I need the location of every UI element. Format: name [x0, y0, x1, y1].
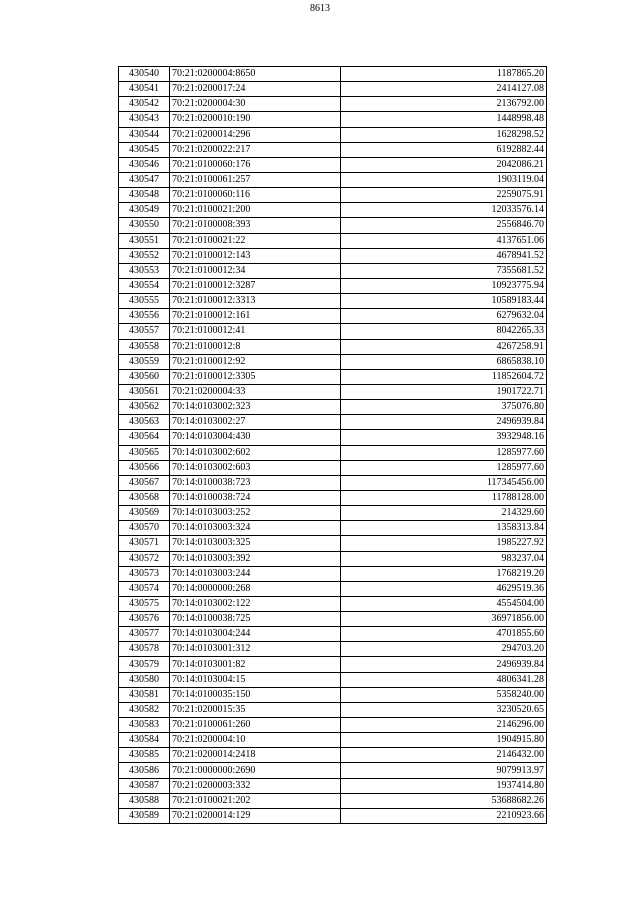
row-id-cell: 430545 [119, 142, 170, 157]
table-row [119, 248, 547, 263]
cadastral-number-cell: 70:21:0100061:260 [170, 718, 341, 733]
cadastral-number-cell: 70:21:0100061:257 [170, 172, 341, 187]
row-id-cell: 430574 [119, 581, 170, 596]
row-id-cell: 430544 [119, 127, 170, 142]
row-id-cell: 430556 [119, 309, 170, 324]
table-row [119, 808, 547, 823]
table-row [119, 566, 547, 581]
cadastral-number-cell: 70:21:0200014:296 [170, 127, 341, 142]
row-id-cell: 430546 [119, 157, 170, 172]
row-id-cell: 430560 [119, 369, 170, 384]
table-row [119, 67, 547, 82]
row-id-cell: 430547 [119, 172, 170, 187]
cadastral-value-cell: 5358240.00 [341, 687, 547, 702]
table-row [119, 354, 547, 369]
cadastral-number-cell: 70:14:0100035:150 [170, 687, 341, 702]
cadastral-value-cell: 2210923.66 [341, 808, 547, 823]
table-row [119, 339, 547, 354]
cadastral-number-cell: 70:21:0100012:161 [170, 309, 341, 324]
cadastral-value-cell: 983237.04 [341, 551, 547, 566]
table-row [119, 506, 547, 521]
row-id-cell: 430571 [119, 536, 170, 551]
cadastral-value-cell: 12033576.14 [341, 203, 547, 218]
table-row [119, 793, 547, 808]
table-row [119, 596, 547, 611]
cadastral-value-cell: 3230520.65 [341, 702, 547, 717]
cadastral-value-cell: 2042086.21 [341, 157, 547, 172]
cadastral-number-cell: 70:14:0103001:82 [170, 657, 341, 672]
row-id-cell: 430580 [119, 672, 170, 687]
row-id-cell: 430558 [119, 339, 170, 354]
row-id-cell: 430566 [119, 460, 170, 475]
cadastral-number-cell: 70:14:0000000:268 [170, 581, 341, 596]
cadastral-value-cell: 1904915.80 [341, 733, 547, 748]
cadastral-number-cell: 70:14:0103003:392 [170, 551, 341, 566]
table-row [119, 157, 547, 172]
cadastral-value-cell: 11788128.00 [341, 490, 547, 505]
table-row [119, 142, 547, 157]
row-id-cell: 430559 [119, 354, 170, 369]
cadastral-value-cell: 4806341.28 [341, 672, 547, 687]
cadastral-number-cell: 70:14:0103004:244 [170, 627, 341, 642]
cadastral-number-cell: 70:21:0000000:2690 [170, 763, 341, 778]
row-id-cell: 430577 [119, 627, 170, 642]
table-row [119, 218, 547, 233]
cadastral-value-cell: 6865838.10 [341, 354, 547, 369]
cadastral-value-cell: 1187865.20 [341, 67, 547, 82]
cadastral-number-cell: 70:21:0100060:176 [170, 157, 341, 172]
cadastral-value-cell: 4554504.00 [341, 596, 547, 611]
table-row [119, 112, 547, 127]
table-row [119, 460, 547, 475]
row-id-cell: 430573 [119, 566, 170, 581]
cadastral-value-cell: 4137651.06 [341, 233, 547, 248]
row-id-cell: 430576 [119, 612, 170, 627]
table-row [119, 687, 547, 702]
row-id-cell: 430567 [119, 475, 170, 490]
cadastral-number-cell: 70:14:0103003:244 [170, 566, 341, 581]
page-number: 8613 [310, 3, 330, 14]
cadastral-value-cell: 36971856.00 [341, 612, 547, 627]
table-row [119, 430, 547, 445]
row-id-cell: 430551 [119, 233, 170, 248]
table-row [119, 369, 547, 384]
table-row [119, 642, 547, 657]
cadastral-number-cell: 70:21:0200003:332 [170, 778, 341, 793]
cadastral-number-cell: 70:21:0100021:200 [170, 203, 341, 218]
row-id-cell: 430581 [119, 687, 170, 702]
table-row [119, 294, 547, 309]
row-id-cell: 430541 [119, 82, 170, 97]
row-id-cell: 430583 [119, 718, 170, 733]
cadastral-number-cell: 70:14:0100038:723 [170, 475, 341, 490]
table-row [119, 324, 547, 339]
cadastral-number-cell: 70:21:0100021:202 [170, 793, 341, 808]
table-row [119, 233, 547, 248]
cadastral-number-cell: 70:14:0103002:602 [170, 445, 341, 460]
cadastral-value-cell: 1628298.52 [341, 127, 547, 142]
cadastral-number-cell: 70:21:0100012:3305 [170, 369, 341, 384]
row-id-cell: 430570 [119, 521, 170, 536]
row-id-cell: 430565 [119, 445, 170, 460]
cadastral-number-cell: 70:21:0200004:30 [170, 97, 341, 112]
cadastral-value-cell: 1285977.60 [341, 445, 547, 460]
table-row [119, 278, 547, 293]
cadastral-number-cell: 70:14:0103002:603 [170, 460, 341, 475]
table-row [119, 551, 547, 566]
table-row [119, 733, 547, 748]
cadastral-number-cell: 70:21:0100012:3287 [170, 278, 341, 293]
cadastral-value-cell: 2496939.84 [341, 657, 547, 672]
table-row [119, 384, 547, 399]
cadastral-value-cell: 1768219.20 [341, 566, 547, 581]
cadastral-number-cell: 70:21:0100012:41 [170, 324, 341, 339]
table-row [119, 627, 547, 642]
cadastral-number-cell: 70:21:0100012:92 [170, 354, 341, 369]
cadastral-number-cell: 70:14:0103002:122 [170, 596, 341, 611]
cadastral-value-cell: 10923775.94 [341, 278, 547, 293]
table-row [119, 188, 547, 203]
table-row [119, 657, 547, 672]
row-id-cell: 430563 [119, 415, 170, 430]
cadastral-number-cell: 70:21:0100021:22 [170, 233, 341, 248]
table-row [119, 400, 547, 415]
cadastral-value-cell: 11852604.72 [341, 369, 547, 384]
cadastral-value-cell: 8042265.33 [341, 324, 547, 339]
row-id-cell: 430569 [119, 506, 170, 521]
cadastral-number-cell: 70:21:0100012:3313 [170, 294, 341, 309]
cadastral-number-cell: 70:21:0200015:35 [170, 702, 341, 717]
table-row [119, 82, 547, 97]
row-id-cell: 430579 [119, 657, 170, 672]
table-row [119, 97, 547, 112]
cadastral-number-cell: 70:21:0100008:393 [170, 218, 341, 233]
cadastral-value-cell: 2496939.84 [341, 415, 547, 430]
cadastral-value-cell: 1985227.92 [341, 536, 547, 551]
cadastral-value-cell: 10589183.44 [341, 294, 547, 309]
row-id-cell: 430552 [119, 248, 170, 263]
row-id-cell: 430572 [119, 551, 170, 566]
row-id-cell: 430557 [119, 324, 170, 339]
cadastral-number-cell: 70:14:0103001:312 [170, 642, 341, 657]
cadastral-number-cell: 70:21:0200014:2418 [170, 748, 341, 763]
table-row [119, 702, 547, 717]
cadastral-number-cell: 70:14:0103003:324 [170, 521, 341, 536]
cadastral-value-cell: 3932948.16 [341, 430, 547, 445]
cadastral-value-cell: 2556846.70 [341, 218, 547, 233]
table-row [119, 415, 547, 430]
table-row [119, 203, 547, 218]
row-id-cell: 430554 [119, 278, 170, 293]
cadastral-value-cell: 1285977.60 [341, 460, 547, 475]
row-id-cell: 430543 [119, 112, 170, 127]
cadastral-value-table [118, 66, 547, 824]
cadastral-value-cell: 1901722.71 [341, 384, 547, 399]
table-row [119, 748, 547, 763]
cadastral-value-cell: 1448998.48 [341, 112, 547, 127]
cadastral-number-cell: 70:14:0103002:27 [170, 415, 341, 430]
row-id-cell: 430548 [119, 188, 170, 203]
table-row [119, 490, 547, 505]
cadastral-number-cell: 70:21:0200004:33 [170, 384, 341, 399]
cadastral-value-cell: 4678941.52 [341, 248, 547, 263]
cadastral-number-cell: 70:21:0100060:116 [170, 188, 341, 203]
table-row [119, 778, 547, 793]
table-row [119, 718, 547, 733]
cadastral-value-cell: 117345456.00 [341, 475, 547, 490]
cadastral-number-cell: 70:21:0100012:143 [170, 248, 341, 263]
table-row [119, 127, 547, 142]
cadastral-number-cell: 70:21:0100012:8 [170, 339, 341, 354]
row-id-cell: 430575 [119, 596, 170, 611]
row-id-cell: 430550 [119, 218, 170, 233]
table-row [119, 445, 547, 460]
cadastral-number-cell: 70:14:0103004:15 [170, 672, 341, 687]
row-id-cell: 430549 [119, 203, 170, 218]
row-id-cell: 430587 [119, 778, 170, 793]
cadastral-number-cell: 70:14:0103003:325 [170, 536, 341, 551]
row-id-cell: 430561 [119, 384, 170, 399]
cadastral-value-cell: 1937414.80 [341, 778, 547, 793]
table-row [119, 581, 547, 596]
row-id-cell: 430555 [119, 294, 170, 309]
row-id-cell: 430586 [119, 763, 170, 778]
table-row [119, 172, 547, 187]
cadastral-number-cell: 70:14:0100038:724 [170, 490, 341, 505]
cadastral-value-cell: 375076.80 [341, 400, 547, 415]
table-row [119, 612, 547, 627]
cadastral-value-cell: 6279632.04 [341, 309, 547, 324]
table-row [119, 763, 547, 778]
cadastral-value-cell: 4629519.36 [341, 581, 547, 596]
row-id-cell: 430564 [119, 430, 170, 445]
cadastral-value-cell: 53688682.26 [341, 793, 547, 808]
cadastral-value-cell: 1358313.84 [341, 521, 547, 536]
cadastral-value-cell: 7355681.52 [341, 263, 547, 278]
cadastral-number-cell: 70:21:0100012:34 [170, 263, 341, 278]
row-id-cell: 430553 [119, 263, 170, 278]
cadastral-value-cell: 294703.20 [341, 642, 547, 657]
row-id-cell: 430588 [119, 793, 170, 808]
row-id-cell: 430568 [119, 490, 170, 505]
row-id-cell: 430585 [119, 748, 170, 763]
table-row [119, 521, 547, 536]
table-row [119, 536, 547, 551]
cadastral-value-cell: 2146432.00 [341, 748, 547, 763]
cadastral-value-cell: 2146296.00 [341, 718, 547, 733]
table-row [119, 672, 547, 687]
row-id-cell: 430562 [119, 400, 170, 415]
cadastral-number-cell: 70:21:0200004:8650 [170, 67, 341, 82]
cadastral-number-cell: 70:21:0200010:190 [170, 112, 341, 127]
row-id-cell: 430540 [119, 67, 170, 82]
cadastral-value-cell: 2259075.91 [341, 188, 547, 203]
cadastral-value-cell: 2136792.00 [341, 97, 547, 112]
cadastral-number-cell: 70:21:0200004:10 [170, 733, 341, 748]
row-id-cell: 430582 [119, 702, 170, 717]
cadastral-number-cell: 70:14:0103002:323 [170, 400, 341, 415]
cadastral-value-cell: 1903119.04 [341, 172, 547, 187]
cadastral-number-cell: 70:14:0100038:725 [170, 612, 341, 627]
table-row [119, 309, 547, 324]
row-id-cell: 430584 [119, 733, 170, 748]
cadastral-number-cell: 70:21:0200022:217 [170, 142, 341, 157]
cadastral-number-cell: 70:21:0200014:129 [170, 808, 341, 823]
cadastral-value-cell: 4267258.91 [341, 339, 547, 354]
cadastral-value-cell: 2414127.08 [341, 82, 547, 97]
row-id-cell: 430542 [119, 97, 170, 112]
cadastral-number-cell: 70:21:0200017:24 [170, 82, 341, 97]
cadastral-value-cell: 9079913.97 [341, 763, 547, 778]
row-id-cell: 430589 [119, 808, 170, 823]
row-id-cell: 430578 [119, 642, 170, 657]
cadastral-number-cell: 70:14:0103003:252 [170, 506, 341, 521]
cadastral-value-cell: 6192882.44 [341, 142, 547, 157]
cadastral-number-cell: 70:14:0103004:430 [170, 430, 341, 445]
cadastral-value-cell: 4701855.60 [341, 627, 547, 642]
table-body [119, 67, 547, 824]
table-row [119, 263, 547, 278]
cadastral-value-cell: 214329.60 [341, 506, 547, 521]
table-row [119, 475, 547, 490]
